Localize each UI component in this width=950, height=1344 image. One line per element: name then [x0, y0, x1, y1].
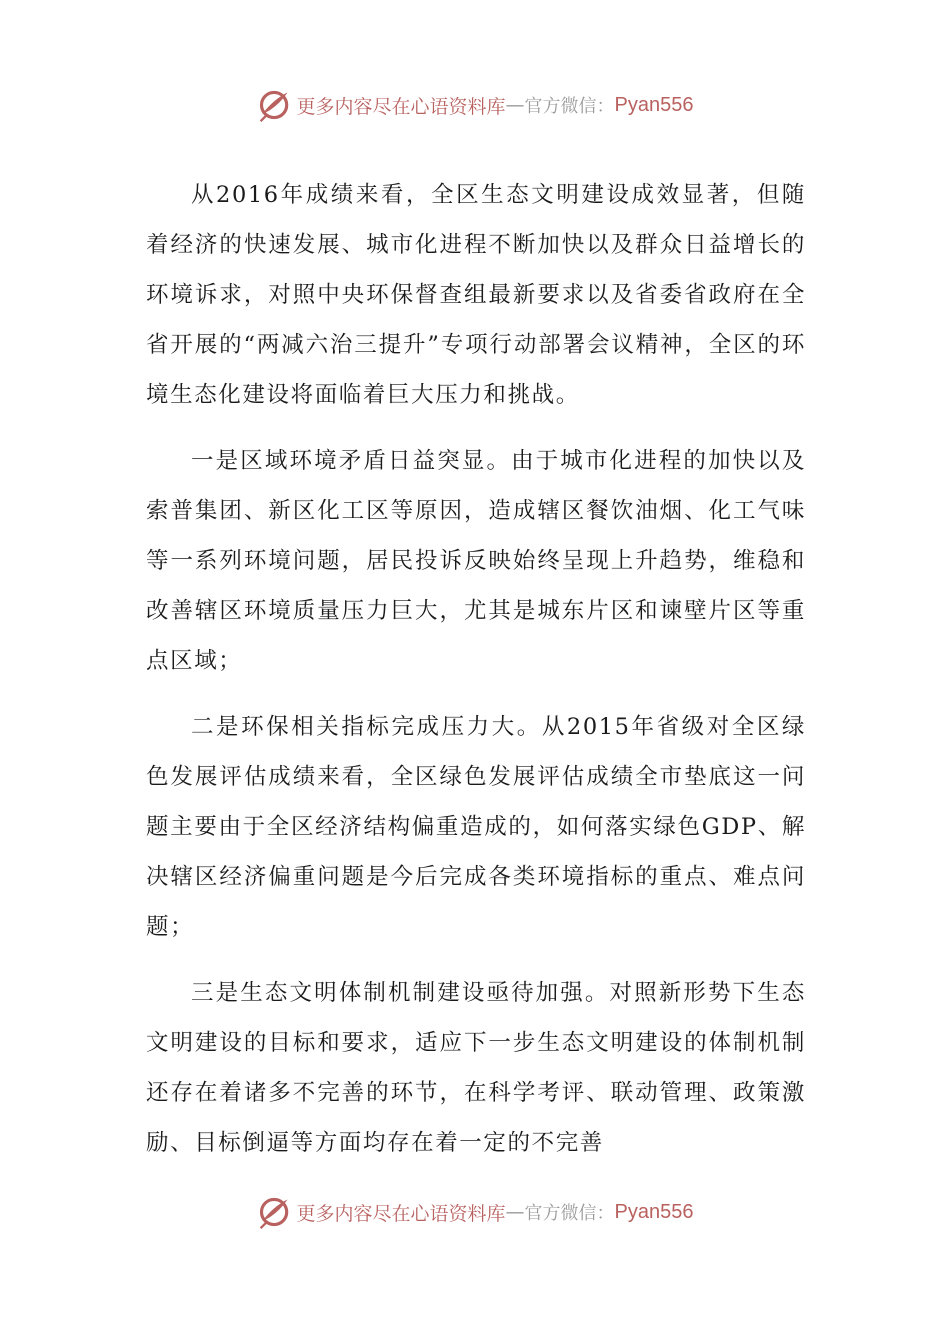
banner-separator: —	[505, 94, 525, 116]
banner-slogan: 更多内容尽在心语资料库	[296, 1202, 506, 1225]
paragraph-intro: 从2016年成绩来看，全区生态文明建设成效显著，但随着经济的快速发展、城市化进程不断加快以及群众日益增长的环境诉求，对照中央环保督查组最新要求以及省委省政府在全省开展的“两减六治三提升”专项行动部署会议精神，全区的环境生态化建设将面临着巨大压力和挑战。	[146, 182, 806, 408]
wechat-id: Pyan556	[614, 93, 694, 116]
paragraph-point-3: 三是生态文明体制机制建设亟待加强。对照新形势下生态文明建设的目标和要求，适应下一步生态文明建设的体制机制还存在着诸多不完善的环节，在科学考评、联动管理、政策激励、目标倒逼等方面均存在着一定的不完善	[146, 980, 806, 1156]
header-banner	[0, 85, 950, 125]
footer-banner	[0, 1192, 950, 1232]
paragraph-point-1: 一是区域环境矛盾日益突显。由于城市化进程的加快以及索普集团、新区化工区等原因，造成辖区餐饮油烟、化工气味等一系列环境问题，居民投诉反映始终呈现上升趋势，维稳和改善辖区环境质量压力巨大，尤其是城东片区和谏壁片区等重点区域；	[146, 448, 806, 674]
banner-separator: —	[505, 1201, 525, 1223]
document-body	[146, 170, 806, 1184]
wechat-label: 官方微信：	[524, 96, 615, 117]
banner-slogan: 更多内容尽在心语资料库	[296, 95, 506, 118]
feather-swirl-logo-icon	[257, 87, 293, 123]
wechat-label: 官方微信：	[524, 1203, 615, 1224]
feather-swirl-logo-icon	[257, 1194, 293, 1230]
paragraph-point-2: 二是环保相关指标完成压力大。从2015年省级对全区绿色发展评估成绩来看，全区绿色发展评估成绩全市垫底这一问题主要由于全区经济结构偏重造成的，如何落实绿色GDP、解决辖区经济偏重问题是今后完成各类环境指标的重点、难点问题；	[146, 714, 806, 940]
wechat-id: Pyan556	[614, 1200, 694, 1223]
